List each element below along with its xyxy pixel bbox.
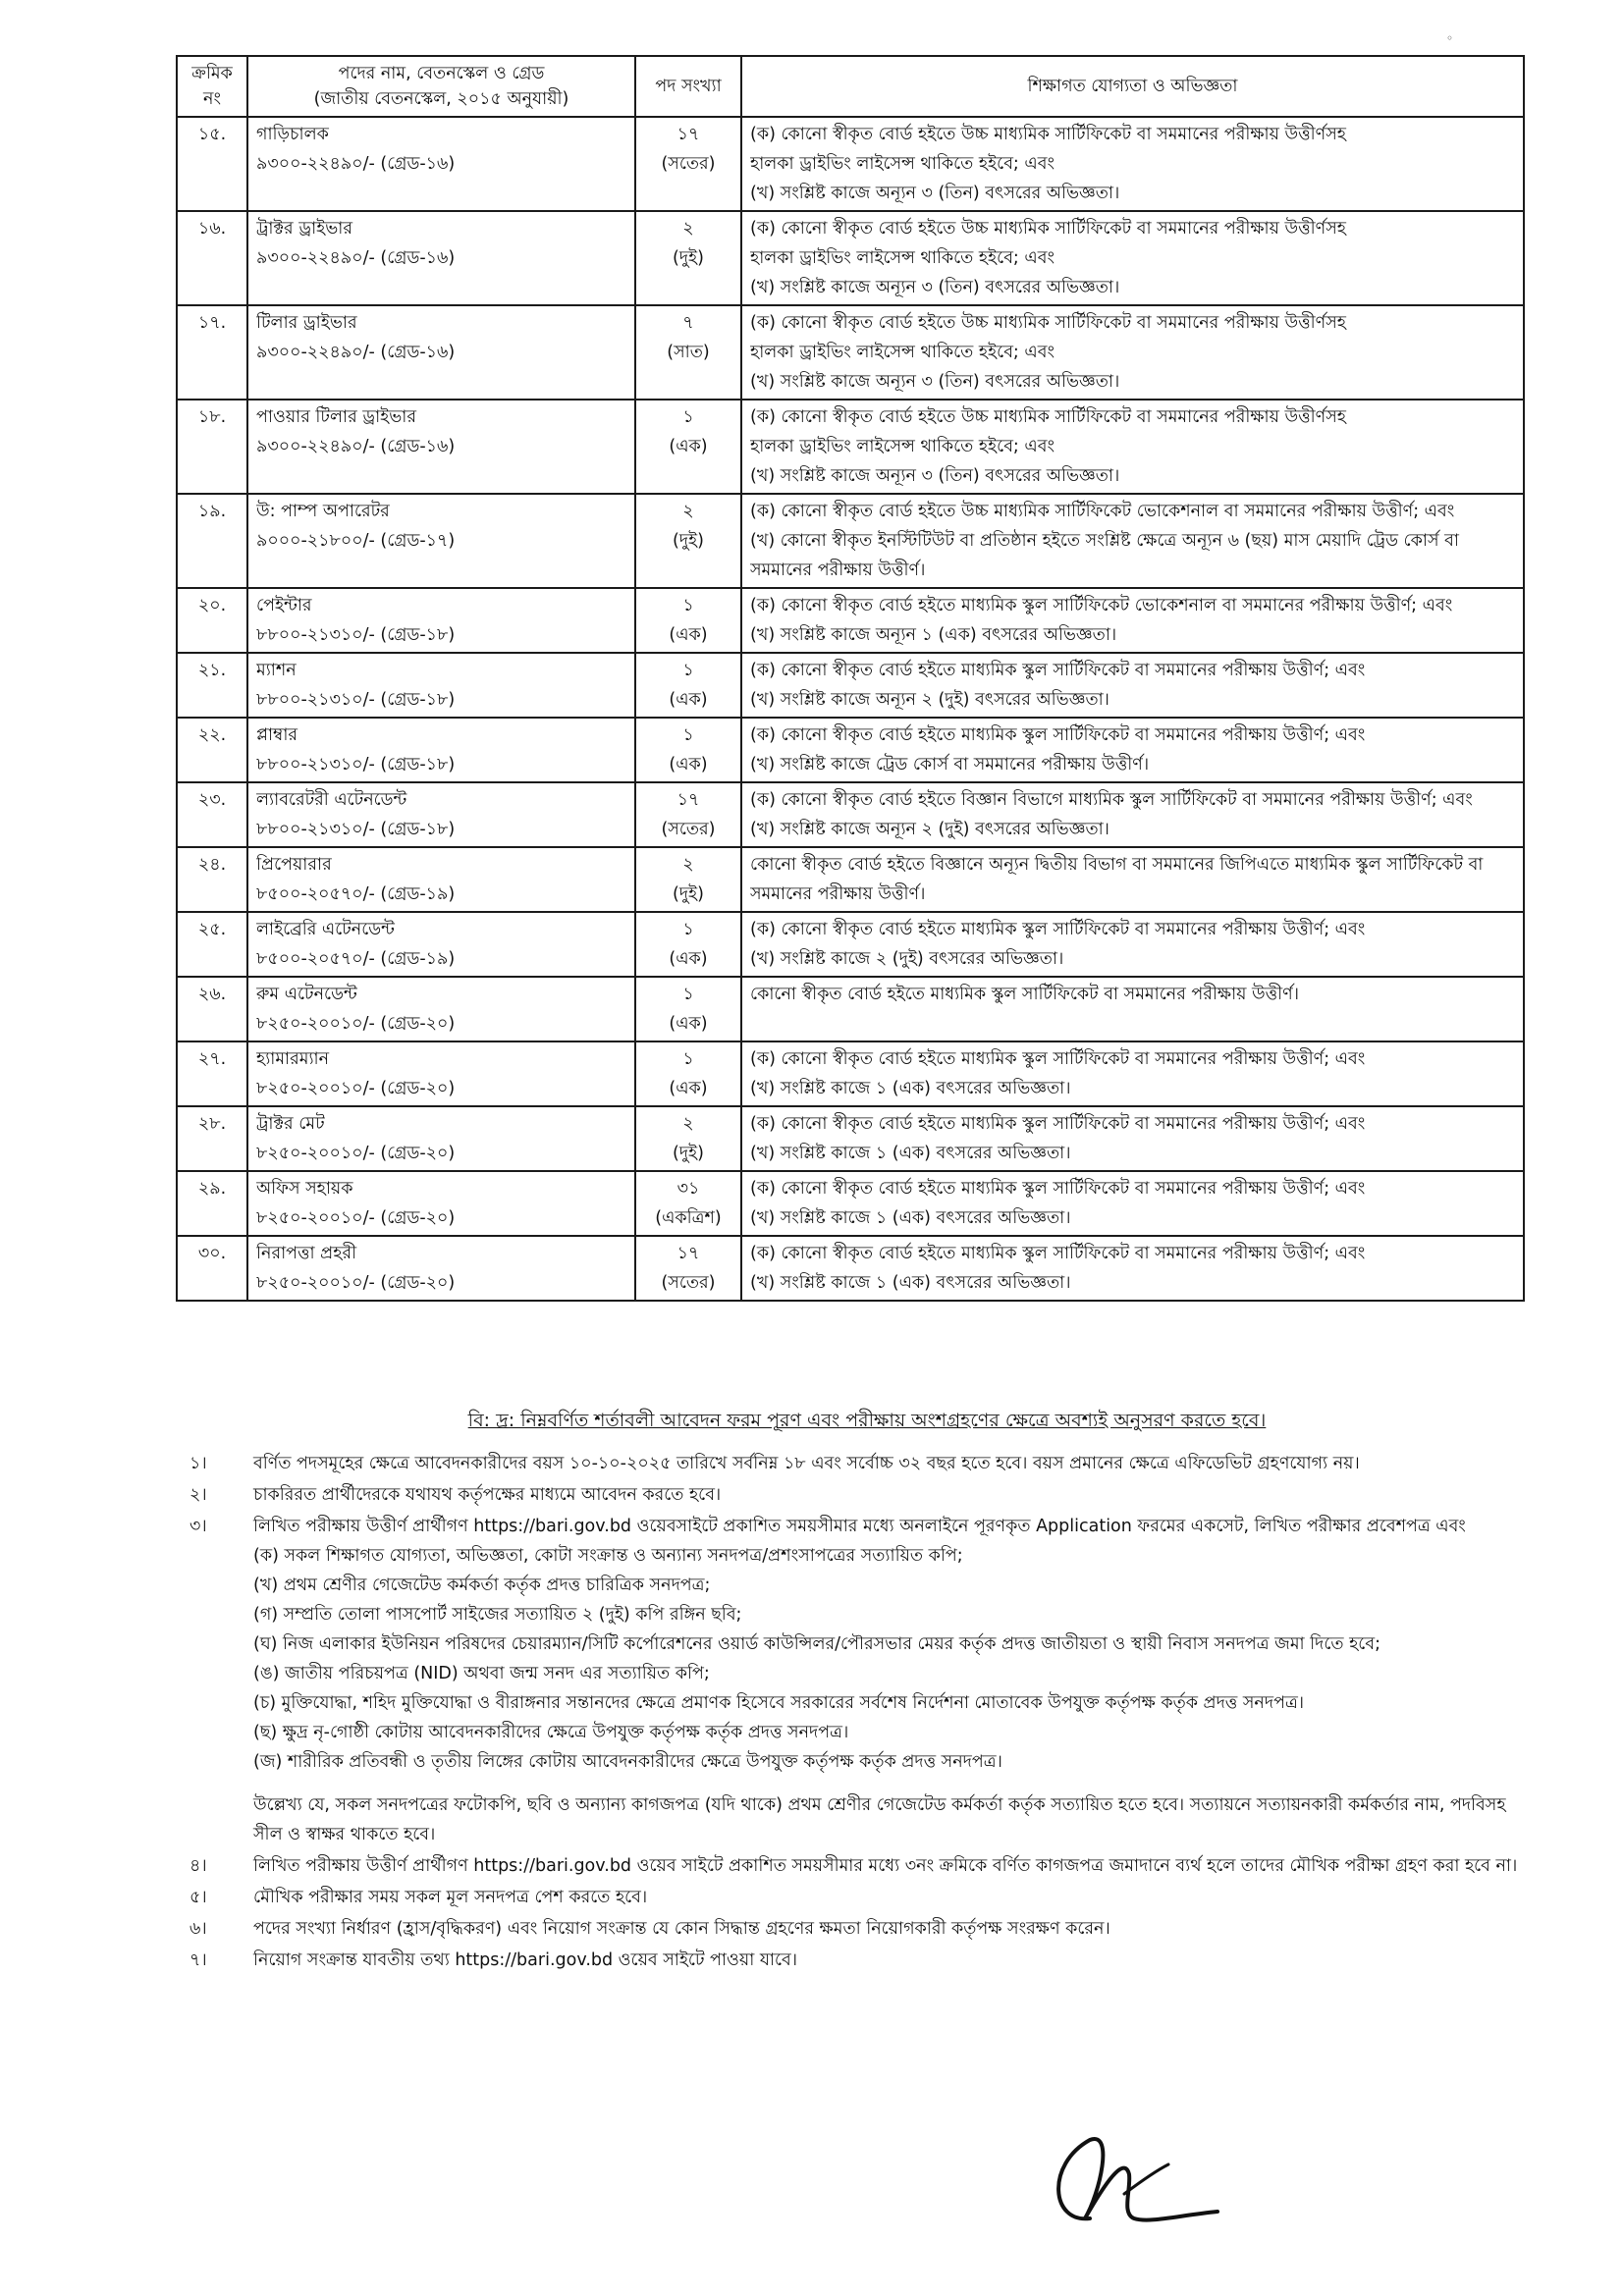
- table-header-row: [177, 56, 1524, 117]
- qualification-line: কোনো স্বীকৃত বোর্ড হইতে বিজ্ঞানে অন্যূন দ্বিতীয় বিভাগ বা সমমানের জিপিএতে মাধ্যমিক স্কুল সার্টিফিকেট বা সমমানের পরীক্ষায় উত্তীর্ণ।: [750, 855, 1484, 904]
- qualification-line: (খ) সংশ্লিষ্ট কাজে ১ (এক) বৎসরের অভিজ্ঞতা।: [750, 1273, 1071, 1293]
- row-post: [247, 782, 635, 847]
- qualification-line: (ক) কোনো স্বীকৃত বোর্ড হইতে মাধ্যমিক স্কুল সার্টিফিকেট বা সমমানের পরীক্ষায় উত্তীর্ণ; এবং: [750, 1244, 1366, 1263]
- row-count: [635, 1171, 741, 1236]
- table-row: [177, 1106, 1524, 1171]
- header-serial: ক্রমিক নং: [177, 56, 247, 117]
- note-number: ৬।: [189, 1919, 207, 1939]
- post-count-words: (এক): [669, 1014, 708, 1034]
- post-count: ৭: [682, 313, 694, 333]
- post-count: ২: [682, 219, 694, 239]
- post-count: ১৭: [676, 790, 700, 810]
- qualification-line: (ক) কোনো স্বীকৃত বোর্ড হইতে উচ্চ মাধ্যমিক সার্টিফিকেট বা সমমানের পরীক্ষায় উত্তীর্ণসহ: [750, 219, 1346, 239]
- row-count: [635, 588, 741, 653]
- row-post: [247, 1171, 635, 1236]
- row-count: [635, 912, 741, 977]
- post-name: ট্রাক্টর মেট: [256, 1114, 325, 1134]
- post-count: ১: [682, 725, 694, 745]
- post-count-words: (দুই): [673, 884, 704, 904]
- pay-scale: ৯৩০০-২২৪৯০/- (গ্রেড-১৬): [256, 343, 456, 362]
- note-sub-item: (ঙ) জাতীয় পরিচয়পত্র (NID) অথবা জন্ম সনদ এর সত্যায়িত কপি;: [253, 1664, 710, 1683]
- post-count: ১: [682, 1049, 694, 1069]
- qualification-line: (ক) কোনো স্বীকৃত বোর্ড হইতে মাধ্যমিক স্কুল সার্টিফিকেট ভোকেশনাল বা সমমানের পরীক্ষায় উত্তীর্ণ; এবং: [750, 596, 1453, 615]
- row-qualification: [741, 847, 1524, 912]
- note-list: [189, 1449, 1525, 1975]
- post-count-words: (দুই): [673, 248, 704, 268]
- qualification-line: (খ) সংশ্লিষ্ট কাজে ১ (এক) বৎসরের অভিজ্ঞতা।: [750, 1208, 1071, 1228]
- note-text: নিয়োগ সংক্রান্ত যাবতীয় তথ্য https://bari.gov.bd ওয়েব সাইটে পাওয়া যাবে।: [253, 1950, 798, 1970]
- qualification-line: হালকা ড্রাইভিং লাইসেন্স থাকিতে হইবে; এবং: [750, 343, 1055, 362]
- note-item: [189, 1512, 1525, 1849]
- table-row: [177, 1041, 1524, 1106]
- row-post: [247, 718, 635, 782]
- table-row: [177, 847, 1524, 912]
- post-count: ২: [682, 855, 694, 875]
- post-name: লাইব্রেরি এটেনডেন্ট: [256, 920, 395, 939]
- pay-scale: ৮৫০০-২০৫৭০/- (গ্রেড-১৯): [256, 884, 456, 904]
- row-qualification: [741, 211, 1524, 305]
- qualification-line: (ক) কোনো স্বীকৃত বোর্ড হইতে মাধ্যমিক স্কুল সার্টিফিকেট বা সমমানের পরীক্ষায় উত্তীর্ণ; এবং: [750, 661, 1366, 680]
- qualification-line: (খ) সংশ্লিষ্ট কাজে অন্যূন ৩ (তিন) বৎসরের অভিজ্ঞতা।: [750, 466, 1120, 486]
- post-count-words: (এক): [669, 625, 708, 645]
- pay-scale: ৮৮০০-২১৩১০/- (গ্রেড-১৮): [256, 690, 456, 710]
- table-row: [177, 1236, 1524, 1301]
- row-serial: ২৭.: [177, 1041, 247, 1106]
- post-name: ল্যাবরেটরী এটেনডেন্ট: [256, 790, 407, 810]
- qualification-line: (খ) সংশ্লিষ্ট কাজে অন্যূন ২ (দুই) বৎসরের অভিজ্ঞতা।: [750, 690, 1109, 710]
- pay-scale: ৮২৫০-২০০১০/- (গ্রেড-২০): [256, 1273, 456, 1293]
- qualification-line: (ক) কোনো স্বীকৃত বোর্ড হইতে উচ্চ মাধ্যমিক সার্টিফিকেট ভোকেশনাল বা সমমানের পরীক্ষায় উত্তীর্ণ; এবং: [750, 502, 1455, 521]
- row-post: [247, 117, 635, 211]
- row-serial: ২৬.: [177, 977, 247, 1041]
- row-serial: ১৯.: [177, 494, 247, 588]
- row-count: [635, 305, 741, 400]
- post-name: ট্রাক্টর ড্রাইভার: [256, 219, 353, 239]
- row-serial: ২৩.: [177, 782, 247, 847]
- post-name: হ্যামারম্যান: [256, 1049, 330, 1069]
- post-count: ৩১: [676, 1179, 700, 1199]
- post-name: প্রিপেয়ারার: [256, 855, 332, 875]
- row-count: [635, 718, 741, 782]
- row-serial: ২৪.: [177, 847, 247, 912]
- note-sub-item: (চ) মুক্তিযোদ্ধা, শহিদ মুক্তিযোদ্ধা ও বীরাঙ্গনার সন্তানদের ক্ষেত্রে প্রমাণক হিসেবে সরকারের সর্বশেষ নির্দেশনা মোতাবেক উপযুক্ত কর্তৃপক্ষ কর্তৃক প্রদত্ত সনদপত্র।: [253, 1693, 1305, 1713]
- row-qualification: [741, 400, 1524, 494]
- note-number: ৭।: [189, 1950, 207, 1970]
- qualification-line: (ক) কোনো স্বীকৃত বোর্ড হইতে মাধ্যমিক স্কুল সার্টিফিকেট বা সমমানের পরীক্ষায় উত্তীর্ণ; এবং: [750, 920, 1366, 939]
- header-qualification: শিক্ষাগত যোগ্যতা ও অভিজ্ঞতা: [741, 56, 1524, 117]
- note-item: [189, 1914, 1525, 1944]
- qualification-line: (ক) কোনো স্বীকৃত বোর্ড হইতে মাধ্যমিক স্কুল সার্টিফিকেট বা সমমানের পরীক্ষায় উত্তীর্ণ; এবং: [750, 1114, 1366, 1134]
- table-row: [177, 494, 1524, 588]
- corner-mark: ◦: [1446, 31, 1454, 45]
- post-name: টিলার ড্রাইভার: [256, 313, 357, 333]
- post-count-words: (সতের): [661, 154, 716, 174]
- row-serial: ৩০.: [177, 1236, 247, 1301]
- note-footer: উল্লেখ্য যে, সকল সনদপত্রের ফটোকপি, ছবি ও অন্যান্য কাগজপত্র (যদি থাকে) প্রথম শ্রেণীর গেজেটেড কর্মকর্তা কর্তৃক সত্যায়িত হতে হবে। সত্যায়নে সত্যায়নকারী কর্মকর্তার নাম, পদবিসহ সীল ও স্বাক্ষর থাকতে হবে।: [253, 1795, 1506, 1844]
- row-post: [247, 494, 635, 588]
- row-qualification: [741, 305, 1524, 400]
- qualification-line: হালকা ড্রাইভিং লাইসেন্স থাকিতে হইবে; এবং: [750, 248, 1055, 268]
- pay-scale: ৯৩০০-২২৪৯০/- (গ্রেড-১৬): [256, 248, 456, 268]
- note-sub-item: (গ) সম্প্রতি তোলা পাসপোর্ট সাইজের সত্যায়িত ২ (দুই) কপি রঙ্গিন ছবি;: [253, 1605, 742, 1625]
- table-row: [177, 912, 1524, 977]
- note-number: ১।: [189, 1454, 207, 1473]
- pay-scale: ৮৮০০-২১৩১০/- (গ্রেড-১৮): [256, 755, 456, 774]
- post-count: ১: [682, 596, 694, 615]
- post-count-words: (এক): [669, 949, 708, 969]
- qualification-line: (ক) কোনো স্বীকৃত বোর্ড হইতে উচ্চ মাধ্যমিক সার্টিফিকেট বা সমমানের পরীক্ষায় উত্তীর্ণসহ: [750, 125, 1346, 144]
- post-count: ১: [682, 920, 694, 939]
- row-count: [635, 494, 741, 588]
- qualification-line: (খ) সংশ্লিষ্ট কাজে অন্যূন ১ (এক) বৎসরের অভিজ্ঞতা।: [750, 625, 1117, 645]
- row-serial: ২৮.: [177, 1106, 247, 1171]
- pay-scale: ৮৮০০-২১৩১০/- (গ্রেড-১৮): [256, 820, 456, 839]
- post-count-words: (একত্রিশ): [655, 1208, 722, 1228]
- pay-scale: ৯০০০-২১৮০০/- (গ্রেড-১৭): [256, 531, 456, 551]
- row-count: [635, 847, 741, 912]
- table-row: [177, 977, 1524, 1041]
- qualification-line: হালকা ড্রাইভিং লাইসেন্স থাকিতে হইবে; এবং: [750, 154, 1055, 174]
- post-count: ১৭: [676, 1244, 700, 1263]
- note-number: ৩।: [189, 1517, 207, 1536]
- note-body: [253, 1946, 1525, 1975]
- qualification-line: (ক) কোনো স্বীকৃত বোর্ড হইতে মাধ্যমিক স্কুল সার্টিফিকেট বা সমমানের পরীক্ষায় উত্তীর্ণ; এবং: [750, 1049, 1366, 1069]
- pay-scale: ৯৩০০-২২৪৯০/- (গ্রেড-১৬): [256, 437, 456, 456]
- note-text: চাকরিরত প্রার্থীদেরকে যথাযথ কর্তৃপক্ষের মাধ্যমে আবেদন করতে হবে।: [253, 1485, 722, 1505]
- row-count: [635, 977, 741, 1041]
- row-count: [635, 782, 741, 847]
- table-row: [177, 305, 1524, 400]
- qualification-line: কোনো স্বীকৃত বোর্ড হইতে মাধ্যমিক স্কুল সার্টিফিকেট বা সমমানের পরীক্ষায় উত্তীর্ণ।: [750, 985, 1300, 1004]
- row-post: [247, 653, 635, 718]
- note-sub-item: (ছ) ক্ষুদ্র নৃ-গোষ্ঠী কোটায় আবেদনকারীদের ক্ষেত্রে উপযুক্ত কর্তৃপক্ষ কর্তৃক প্রদত্ত সনদপত্র।: [253, 1723, 849, 1742]
- row-qualification: [741, 912, 1524, 977]
- post-count: ২: [682, 502, 694, 521]
- post-name: রুম এটেনডেন্ট: [256, 985, 357, 1004]
- pay-scale: ৮২৫০-২০০১০/- (গ্রেড-২০): [256, 1079, 456, 1098]
- note-sub-item: (খ) প্রথম শ্রেণীর গেজেটেড কর্মকর্তা কর্তৃক প্রদত্ত চারিত্রিক সনদপত্র;: [253, 1575, 711, 1595]
- post-name: অফিস সহায়ক: [256, 1179, 353, 1199]
- notice-title: বি: দ্র: নিম্নবর্ণিত শর্তাবলী আবেদন ফরম পূরণ এবং পরীক্ষায় অংশগ্রহণের ক্ষেত্রে অবশ্যই অনুসরণ করতে হবে।: [467, 1410, 1267, 1431]
- note-number: ২।: [189, 1485, 207, 1505]
- qualification-line: (ক) কোনো স্বীকৃত বোর্ড হইতে উচ্চ মাধ্যমিক সার্টিফিকেট বা সমমানের পরীক্ষায় উত্তীর্ণসহ: [750, 407, 1346, 427]
- qualification-line: (খ) সংশ্লিষ্ট কাজে অন্যূন ২ (দুই) বৎসরের অভিজ্ঞতা।: [750, 820, 1109, 839]
- note-body: [253, 1883, 1525, 1912]
- qualification-line: (খ) সংশ্লিষ্ট কাজে অন্যূন ৩ (তিন) বৎসরের অভিজ্ঞতা।: [750, 278, 1120, 297]
- row-post: [247, 912, 635, 977]
- table-row: [177, 653, 1524, 718]
- row-serial: ১৭.: [177, 305, 247, 400]
- row-count: [635, 1041, 741, 1106]
- post-count: ১: [682, 407, 694, 427]
- note-item: [189, 1480, 1525, 1510]
- row-qualification: [741, 1041, 1524, 1106]
- table-row: [177, 588, 1524, 653]
- qualification-line: (খ) সংশ্লিষ্ট কাজে ১ (এক) বৎসরের অভিজ্ঞতা।: [750, 1079, 1071, 1098]
- note-body: [253, 1851, 1525, 1881]
- note-body: [253, 1512, 1525, 1849]
- row-post: [247, 588, 635, 653]
- post-count-words: (এক): [669, 755, 708, 774]
- post-count-words: (দুই): [673, 1144, 704, 1163]
- pay-scale: ৮৫০০-২০৫৭০/- (গ্রেড-১৯): [256, 949, 456, 969]
- post-count-words: (এক): [669, 690, 708, 710]
- row-count: [635, 400, 741, 494]
- posts-table: [176, 55, 1525, 1302]
- header-count: পদ সংখ্যা: [635, 56, 741, 117]
- row-count: [635, 211, 741, 305]
- pay-scale: ৮২৫০-২০০১০/- (গ্রেড-২০): [256, 1144, 456, 1163]
- row-post: [247, 1106, 635, 1171]
- post-count-words: (দুই): [673, 531, 704, 551]
- row-serial: ২৫.: [177, 912, 247, 977]
- post-name: পেইন্টার: [256, 596, 312, 615]
- note-number: ৪।: [189, 1856, 207, 1876]
- row-post: [247, 1236, 635, 1301]
- row-post: [247, 847, 635, 912]
- post-count-words: (সতের): [661, 820, 716, 839]
- row-count: [635, 1106, 741, 1171]
- qualification-line: (খ) সংশ্লিষ্ট কাজে ট্রেড কোর্স বা সমমানের পরীক্ষায় উত্তীর্ণ।: [750, 755, 1150, 774]
- note-sub-item: (জ) শারীরিক প্রতিবন্ধী ও তৃতীয় লিঙ্গের কোটায় আবেদনকারীদের ক্ষেত্রে উপযুক্ত কর্তৃপক্ষ কর্তৃক প্রদত্ত সনদপত্র।: [253, 1752, 1002, 1772]
- qualification-line: (ক) কোনো স্বীকৃত বোর্ড হইতে উচ্চ মাধ্যমিক সার্টিফিকেট বা সমমানের পরীক্ষায় উত্তীর্ণসহ: [750, 313, 1346, 333]
- post-name: গাড়িচালক: [256, 125, 329, 144]
- pay-scale: ৮৮০০-২১৩১০/- (গ্রেড-১৮): [256, 625, 456, 645]
- row-qualification: [741, 1236, 1524, 1301]
- post-count: ২: [682, 1114, 694, 1134]
- post-count: ১৭: [676, 125, 700, 144]
- post-count-words: (সাত): [667, 343, 710, 362]
- note-item: [189, 1449, 1525, 1478]
- note-sub-item: (ঘ) নিজ এলাকার ইউনিয়ন পরিষদের চেয়ারম্যান/সিটি কর্পোরেশনের ওয়ার্ড কাউন্সিলর/পৌরসভার মেয়র কর্তৃক প্রদত্ত জাতীয়তা ও স্থায়ী নিবাস সনদপত্র জমা দিতে হবে;: [253, 1634, 1380, 1654]
- row-post: [247, 977, 635, 1041]
- note-text: বর্ণিত পদসমূহের ক্ষেত্রে আবেদনকারীদের বয়স ১০-১০-২০২৫ তারিখে সর্বনিম্ন ১৮ এবং সর্বোচ্চ ৩২ বছর হতে হবে। বয়স প্রমানের ক্ষেত্রে এফিডেভিট গ্রহণযোগ্য নয়।: [253, 1454, 1360, 1473]
- row-qualification: [741, 494, 1524, 588]
- post-count-words: (এক): [669, 1079, 708, 1098]
- note-item: [189, 1946, 1525, 1975]
- row-post: [247, 400, 635, 494]
- qualification-line: (খ) সংশ্লিষ্ট কাজে অন্যূন ৩ (তিন) বৎসরের অভিজ্ঞতা।: [750, 184, 1120, 203]
- row-count: [635, 1236, 741, 1301]
- header-post: পদের নাম, বেতনস্কেল ও গ্রেড (জাতীয় বেতনস্কেল, ২০১৫ অনুযায়ী): [247, 56, 635, 117]
- note-number: ৫।: [189, 1888, 207, 1907]
- row-serial: ২০.: [177, 588, 247, 653]
- note-body: [253, 1480, 1525, 1510]
- pay-scale: ৮২৫০-২০০১০/- (গ্রেড-২০): [256, 1208, 456, 1228]
- row-serial: ২৯.: [177, 1171, 247, 1236]
- row-qualification: [741, 718, 1524, 782]
- row-qualification: [741, 1106, 1524, 1171]
- post-name: পাওয়ার টিলার ড্রাইভার: [256, 407, 417, 427]
- row-qualification: [741, 117, 1524, 211]
- post-count: ১: [682, 985, 694, 1004]
- post-name: ম্যাশন: [256, 661, 297, 680]
- row-qualification: [741, 588, 1524, 653]
- note-sub-item: (ক) সকল শিক্ষাগত যোগ্যতা, অভিজ্ঞতা, কোটা সংক্রান্ত ও অন্যান্য সনদপত্র/প্রশংসাপত্রের সত্যায়িত কপি;: [253, 1546, 963, 1566]
- pay-scale: ৮২৫০-২০০১০/- (গ্রেড-২০): [256, 1014, 456, 1034]
- row-qualification: [741, 977, 1524, 1041]
- row-count: [635, 653, 741, 718]
- qualification-line: (ক) কোনো স্বীকৃত বোর্ড হইতে মাধ্যমিক স্কুল সার্টিফিকেট বা সমমানের পরীক্ষায় উত্তীর্ণ; এবং: [750, 1179, 1366, 1199]
- table-row: [177, 211, 1524, 305]
- note-body: [253, 1449, 1525, 1478]
- notes-section: [189, 1406, 1525, 1977]
- row-serial: ১৬.: [177, 211, 247, 305]
- table-row: [177, 1171, 1524, 1236]
- qualification-line: হালকা ড্রাইভিং লাইসেন্স থাকিতে হইবে; এবং: [750, 437, 1055, 456]
- post-count: ১: [682, 661, 694, 680]
- row-qualification: [741, 782, 1524, 847]
- row-qualification: [741, 653, 1524, 718]
- row-post: [247, 305, 635, 400]
- table-row: [177, 400, 1524, 494]
- qualification-line: (ক) কোনো স্বীকৃত বোর্ড হইতে বিজ্ঞান বিভাগে মাধ্যমিক স্কুল সার্টিফিকেট বা সমমানের পরীক্ষায় উত্তীর্ণ; এবং: [750, 790, 1473, 810]
- pay-scale: ৯৩০০-২২৪৯০/- (গ্রেড-১৬): [256, 154, 456, 174]
- note-item: [189, 1883, 1525, 1912]
- row-post: [247, 211, 635, 305]
- qualification-line: (খ) সংশ্লিষ্ট কাজে অন্যূন ৩ (তিন) বৎসরের অভিজ্ঞতা।: [750, 372, 1120, 392]
- note-text: মৌখিক পরীক্ষার সময় সকল মূল সনদপত্র পেশ করতে হবে।: [253, 1888, 648, 1907]
- post-count-words: (এক): [669, 437, 708, 456]
- row-serial: ২১.: [177, 653, 247, 718]
- row-qualification: [741, 1171, 1524, 1236]
- qualification-line: (খ) সংশ্লিষ্ট কাজে ২ (দুই) বৎসরের অভিজ্ঞতা।: [750, 949, 1064, 969]
- note-body: [253, 1914, 1525, 1944]
- qualification-line: (ক) কোনো স্বীকৃত বোর্ড হইতে মাধ্যমিক স্কুল সার্টিফিকেট বা সমমানের পরীক্ষায় উত্তীর্ণ; এবং: [750, 725, 1366, 745]
- table-row: [177, 117, 1524, 211]
- post-name: নিরাপত্তা প্রহরী: [256, 1244, 357, 1263]
- row-serial: ১৫.: [177, 117, 247, 211]
- row-serial: ২২.: [177, 718, 247, 782]
- row-serial: ১৮.: [177, 400, 247, 494]
- row-count: [635, 117, 741, 211]
- post-name: উ: পাম্প অপারেটর: [256, 502, 390, 521]
- table-row: [177, 718, 1524, 782]
- note-text: লিখিত পরীক্ষায় উত্তীর্ণ প্রার্থীগণ https://bari.gov.bd ওয়েব সাইটে প্রকাশিত সময়সীমার মধ্যে ৩নং ক্রমিকে বর্ণিত কাগজপত্র জমাদানে ব্যর্থ হলে তাদের মৌখিক পরীক্ষা গ্রহণ করা হবে না।: [253, 1856, 1518, 1876]
- qualification-line: (খ) সংশ্লিষ্ট কাজে ১ (এক) বৎসরের অভিজ্ঞতা।: [750, 1144, 1071, 1163]
- note-text: পদের সংখ্যা নির্ধারণ (হ্রাস/বৃদ্ধিকরণ) এবং নিয়োগ সংক্রান্ত যে কোন সিদ্ধান্ত গ্রহণের ক্ষমতা নিয়োগকারী কর্তৃপক্ষ সংরক্ষণ করেন।: [253, 1919, 1110, 1939]
- qualification-line: (খ) কোনো স্বীকৃত ইনস্টিটিউট বা প্রতিষ্ঠান হইতে সংশ্লিষ্ট ক্ষেত্রে অন্যূন ৬ (ছয়) মাস মেয়াদি ট্রেড কোর্স বা সমমানের পরীক্ষায় উত্তীর্ণ।: [750, 531, 1459, 580]
- note-item: [189, 1851, 1525, 1881]
- post-count-words: (সতের): [661, 1273, 716, 1293]
- row-post: [247, 1041, 635, 1106]
- note-text: লিখিত পরীক্ষায় উত্তীর্ণ প্রার্থীগণ https://bari.gov.bd ওয়েবসাইটে প্রকাশিত সময়সীমার মধ্যে অনলাইনে পূরণকৃত Application ফরমের একসেট, লিখিত পরীক্ষার প্রবেশপত্র এবং: [253, 1517, 1466, 1536]
- post-name: প্লাম্বার: [256, 725, 298, 745]
- signature: [1031, 2125, 1237, 2243]
- table-row: [177, 782, 1524, 847]
